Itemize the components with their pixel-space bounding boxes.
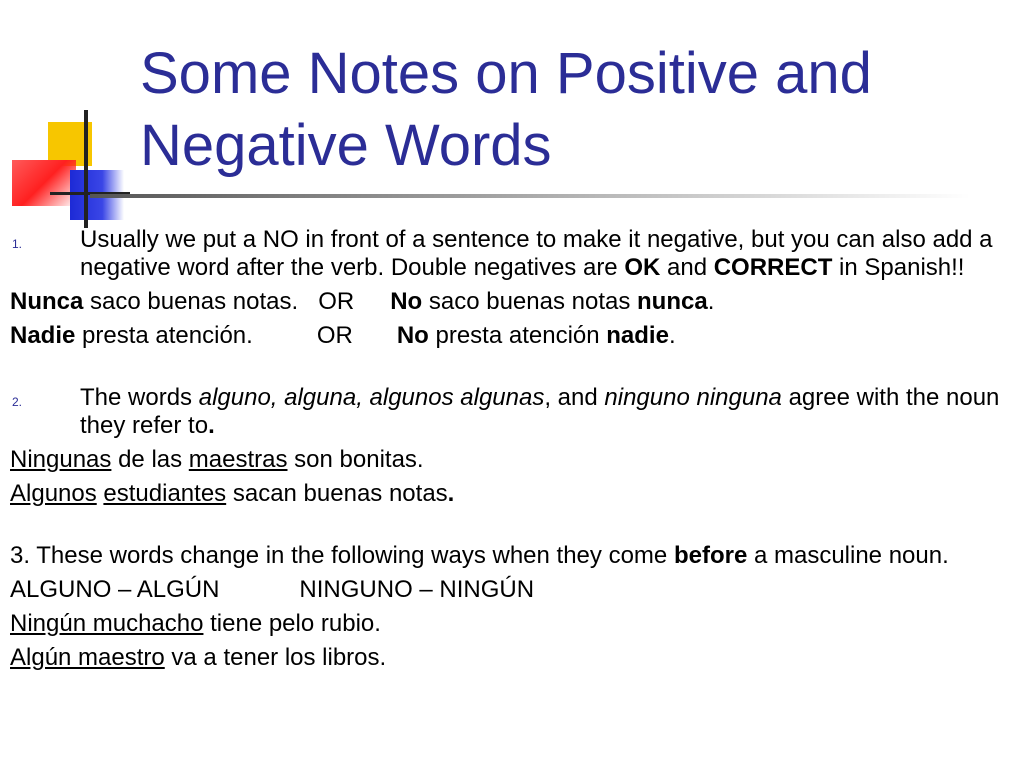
example-5-end: tiene pelo rubio. <box>203 610 381 637</box>
example-1-end: . <box>707 288 715 315</box>
example-2-or: OR <box>316 322 353 349</box>
example-4-dot: . <box>447 480 455 507</box>
point-2-text-a: The words <box>80 384 199 411</box>
example-3-mid: de las <box>111 446 189 473</box>
slide-title <box>140 38 1000 182</box>
example-2-rest-a: presta atención. <box>75 322 253 349</box>
point-3 <box>10 542 1010 570</box>
point-1 <box>10 226 1010 282</box>
form-alguno: ALGUNO – ALGÚN <box>10 576 220 603</box>
vertical-line <box>84 110 88 228</box>
example-1-nunca: Nunca <box>10 288 84 315</box>
forms-line <box>10 576 1010 604</box>
example-4-end: sacan buenas notas <box>226 480 448 507</box>
example-2-no: No <box>396 322 429 349</box>
point-1-text-a: Usually we put a NO in front of a sentence to make it negative, but you can also add a negative word after the verb. Double negatives are <box>80 226 993 281</box>
point-1-text-c: in Spanish!! <box>832 254 965 281</box>
example-2-nadie-2: nadie <box>606 322 669 349</box>
point-2-end: . <box>208 412 215 439</box>
point-3-text-a: 3. These words change in the following ways when they come <box>10 542 674 569</box>
example-1-rest-a: saco buenas notas. <box>83 288 299 315</box>
decorative-squares-graphic <box>0 100 140 230</box>
example-2 <box>10 322 1010 350</box>
point-2-italic-b: ninguno ninguna <box>604 384 782 411</box>
example-1-nunca-2: nunca <box>637 288 708 315</box>
slide-body <box>10 226 1010 672</box>
red-square <box>12 160 76 206</box>
example-5 <box>10 610 1010 638</box>
point-2-marker: 2. <box>12 395 23 409</box>
title-underline-rule <box>90 194 970 198</box>
example-1-rest-b: saco buenas notas <box>422 288 638 315</box>
example-6-phrase: Algún maestro <box>10 644 165 671</box>
example-6-end: va a tener los libros. <box>164 644 387 671</box>
example-1 <box>10 288 1010 316</box>
point-2-text-b: , and <box>544 384 605 411</box>
point-1-marker: 1. <box>12 237 23 251</box>
point-3-text-b: a masculine noun. <box>747 542 949 569</box>
title-line-1: Some Notes on Positive and <box>140 41 872 106</box>
example-2-rest-b: presta atención <box>428 322 607 349</box>
example-4 <box>10 480 1010 508</box>
point-1-text-b: and <box>660 254 714 281</box>
example-5-phrase: Ningún muchacho <box>10 610 204 637</box>
example-1-or: OR <box>318 288 355 315</box>
point-3-before: before <box>673 542 748 569</box>
example-2-end: . <box>668 322 676 349</box>
point-2-italic-a: alguno, alguna, algunos algunas <box>198 384 545 411</box>
point-2 <box>10 384 1010 440</box>
point-1-text <box>80 226 1010 282</box>
example-4-word-1: Algunos <box>10 480 97 507</box>
example-6 <box>10 644 1010 672</box>
example-3-end: son bonitas. <box>287 446 424 473</box>
example-3 <box>10 446 1010 474</box>
form-ninguno: NINGUNO – NINGÚN <box>299 576 535 603</box>
example-1-no: No <box>390 288 423 315</box>
example-3-word-1: Ningunas <box>10 446 112 473</box>
point-1-ok: OK <box>624 254 661 281</box>
example-3-word-2: maestras <box>188 446 288 473</box>
point-1-correct: CORRECT <box>713 254 833 281</box>
example-2-nadie: Nadie <box>10 322 76 349</box>
title-line-2: Negative Words <box>140 113 552 178</box>
point-2-text <box>80 384 1010 440</box>
point-2-text-c: agree with the noun they refer to <box>80 384 1000 439</box>
example-4-word-2: estudiantes <box>103 480 227 507</box>
